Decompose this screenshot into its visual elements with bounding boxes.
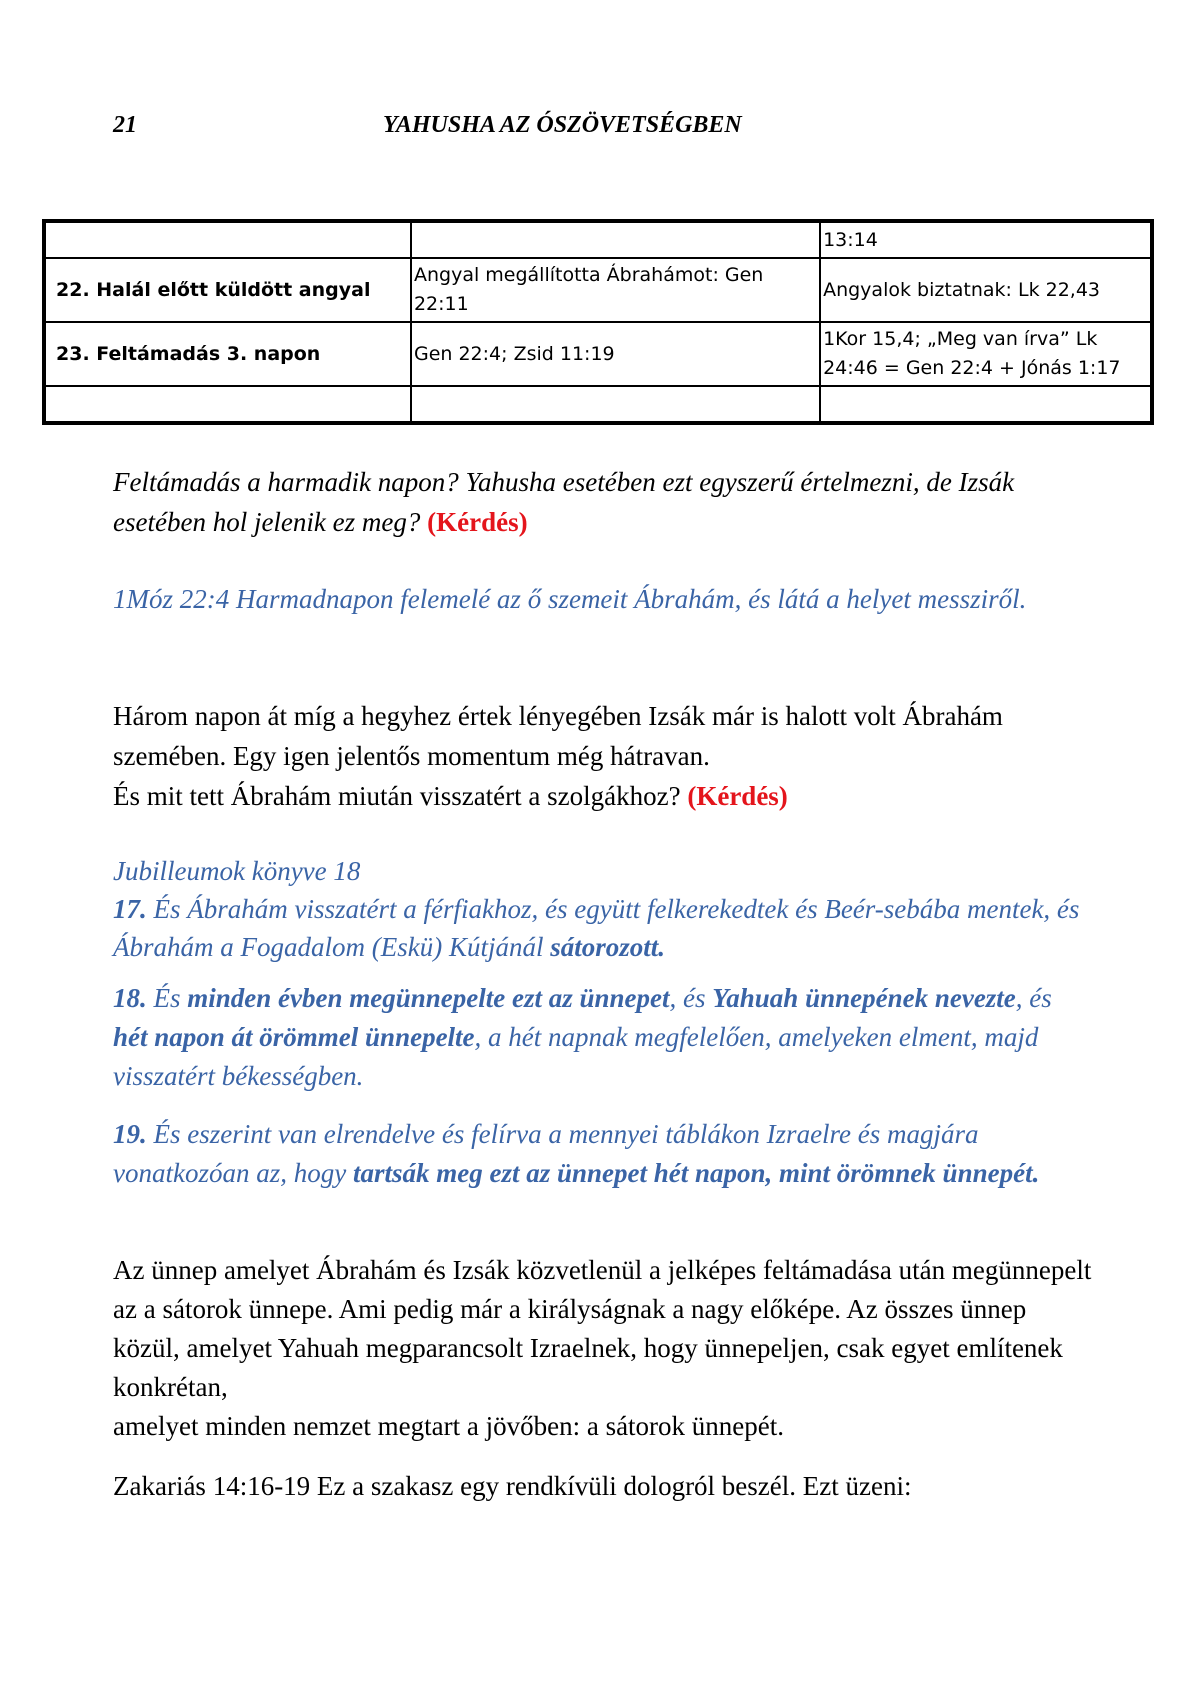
table-cell [820,386,1152,423]
question-paragraph [113,462,1093,542]
verse-number: 18. [113,983,147,1013]
verse-text: És Ábrahám visszatért a férfiakhoz, és együtt felkerekedtek és Beér-sebába mentek, és Ábrahám a Fogadalom (Eskü) Kútjánál [113,894,1080,962]
body-paragraph [113,1251,1093,1446]
verse-text: , és [669,983,713,1013]
table-row [44,322,1152,386]
verse-emphasis: tartsák meg ezt az ünnepet hét napon, mint örömnek ünnepét. [352,1158,1040,1188]
jubilees-passage [113,852,1093,966]
jubilees-verse-19 [113,1115,1093,1193]
jubilees-verse-18 [113,979,1093,1096]
question-text: Feltámadás a harmadik napon? Yahusha esetében ezt egyszerű értelmezni, de Izsák esetében hol jelenik ez meg? [113,467,1015,537]
body-text: És mit tett Ábrahám miután visszatért a szolgákhoz? [113,781,688,811]
verse-emphasis: hét napon át örömmel ünnepelte [113,1022,475,1052]
table-cell: 23. Feltámadás 3. napon [44,322,411,386]
question-label: (Kérdés) [687,781,788,811]
table-cell [411,386,820,423]
body-text: Három napon át míg a hegyhez értek lényegében Izsák már is halott volt Ábrahám szemében. Egy igen jelentős momentum még hátravan. [113,701,1003,771]
verse-text: És [146,983,188,1013]
verse-text: , és [1015,983,1052,1013]
genesis-verse: 1Móz 22:4 Harmadnapon felemelé az ő szemeit Ábrahám, és látá a helyet messziről. [113,584,1027,614]
verse-text: , a hét napnak megfelelően, amelyeken elment, majd visszatért békességben. [113,1022,1039,1091]
body-paragraph [113,696,1093,816]
table-cell [44,386,411,423]
body-text: Az ünnep amelyet Ábrahám és Izsák közvetlenül a jelképes feltámadása után megünnepelt az a sátorok ünnepe. Ami pedig már a királyságnak a nagy előképe. Az összes ünnep közül, amelyet Yahuah megparancsolt Izraelnek, hogy ünnepeljen, csak egyet említenek konkrétan, [113,1255,1092,1402]
table-cell: Gen 22:4; Zsid 11:19 [411,322,820,386]
body-text: amelyet minden nemzet megtart a jövőben: a sátorok ünnepét. [113,1411,785,1441]
comparison-table [42,219,1154,425]
table-cell: 22. Halál előtt küldött angyal [44,258,411,322]
table-cell: 1Kor 15,4; „Meg van írva” Lk 24:46 = Gen 22:4 + Jónás 1:17 [820,322,1152,386]
table-row [44,386,1152,423]
page-header [0,112,1190,152]
page-number: 21 [113,112,137,138]
table-cell [411,221,820,258]
question-label: (Kérdés) [427,507,528,537]
verse-emphasis: minden évben megünnepelte ezt az ünnepet [187,983,670,1013]
table-row [44,258,1152,322]
verse-number: 19. [113,1119,147,1149]
table-cell: Angyal megállította Ábrahámot: Gen 22:11 [411,258,820,322]
body-paragraph: Zakariás 14:16-19 Ez a szakasz egy rendkívüli dologról beszél. Ezt üzeni: [113,1471,912,1501]
verse-emphasis: sátorozott. [550,932,666,962]
table-cell [44,221,411,258]
table-cell: Angyalok biztatnak: Lk 22,43 [820,258,1152,322]
verse-text: És eszerint van elrendelve és felírva a mennyei táblákon Izraelre és magjára vonatkozóan az, hogy [113,1119,979,1188]
table-cell: 13:14 [820,221,1152,258]
verse-emphasis: Yahuah ünnepének nevezte [712,983,1016,1013]
table-row [44,221,1152,258]
verse-number: 17. [113,894,147,924]
jubilees-title: Jubilleumok könyve 18 [113,856,361,886]
running-title: YAHUSHA AZ ÓSZÖVETSÉGBEN [383,112,742,138]
